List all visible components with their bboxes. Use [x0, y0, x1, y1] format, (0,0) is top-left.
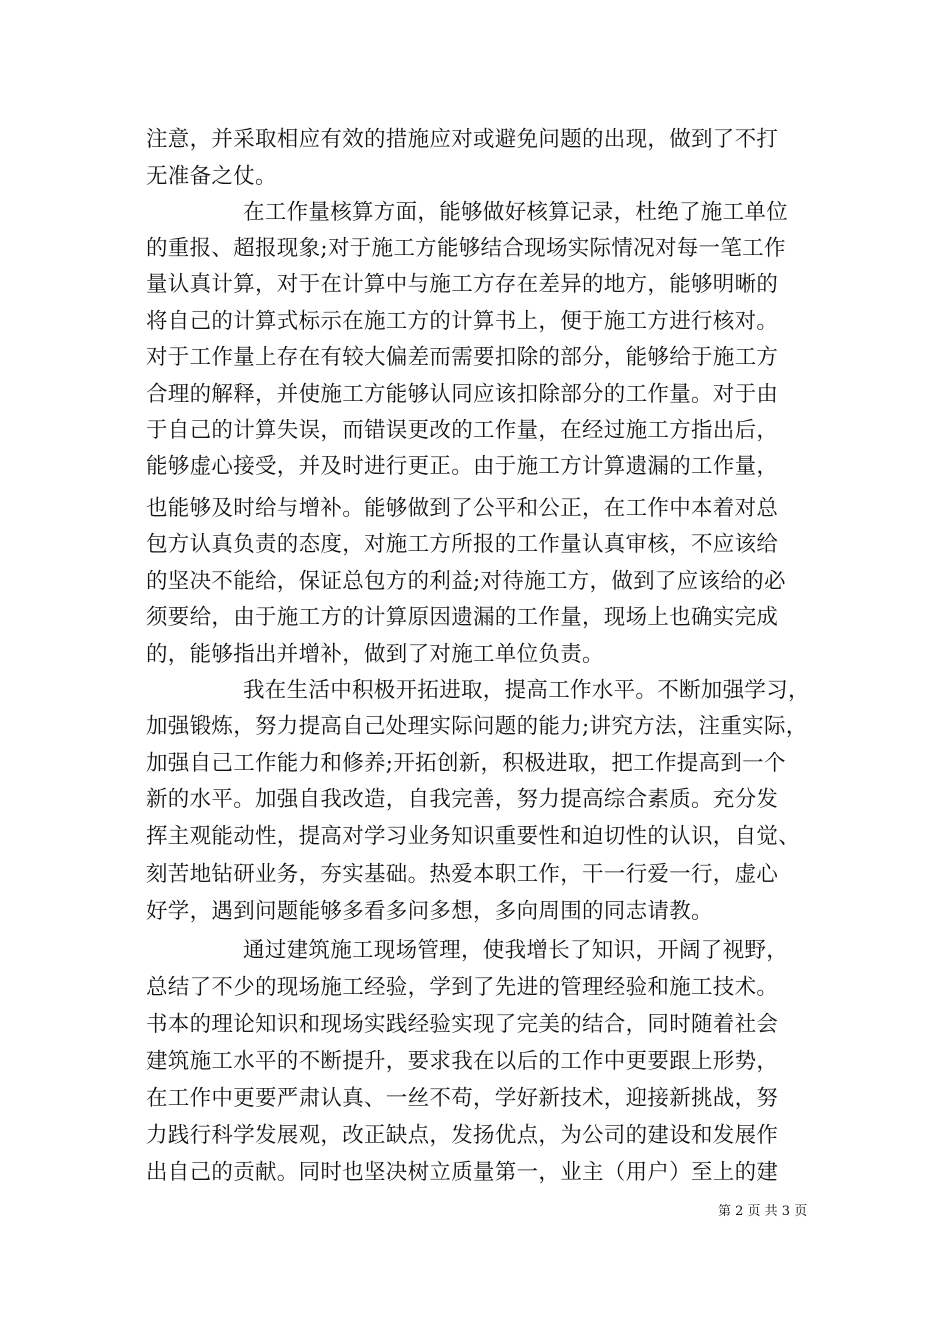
text-line: 建筑施工水平的不断提升，要求我在以后的工作中更要跟上形势，	[146, 1049, 779, 1074]
paragraph-start-line: 通过建筑施工现场管理，使我增长了知识，开阔了视野，	[243, 938, 789, 963]
text-line: 挥主观能动性，提高对学习业务知识重要性和迫切性的认识，自觉、	[146, 824, 801, 849]
text-line: 无准备之仗。	[146, 164, 277, 189]
paragraph-start-line: 我在生活中积极开拓进取，提高工作水平。不断加强学习，	[243, 678, 810, 703]
text-line: 也能够及时给与增补。能够做到了公平和公正，在工作中本着对总	[146, 496, 779, 521]
text-line: 刻苦地钻研业务，夯实基础。热爱本职工作，干一行爱一行，虚心	[146, 862, 779, 887]
text-line: 的重报、超报现象;对于施工方能够结合现场实际情况对每一笔工作	[146, 236, 786, 261]
text-line: 包方认真负责的态度，对施工方所报的工作量认真审核，不应该给	[146, 532, 779, 557]
page-number: 第 2 页 共 3 页	[718, 1204, 808, 1219]
text-line: 合理的解释，并使施工方能够认同应该扣除部分的工作量。对于由	[146, 382, 779, 407]
text-line: 力践行科学发展观，改正缺点，发扬优点，为公司的建设和发展作	[146, 1123, 779, 1148]
text-line: 能够虚心接受，并及时进行更正。由于施工方计算遗漏的工作量，	[146, 454, 779, 479]
text-line: 对于工作量上存在有较大偏差而需要扣除的部分，能够给于施工方	[146, 345, 779, 370]
text-line: 在工作中更要严肃认真、一丝不苟，学好新技术，迎接新挑战，努	[146, 1086, 779, 1111]
text-line: 总结了不少的现场施工经验，学到了先进的管理经验和施工技术。	[146, 975, 779, 1000]
text-line: 的坚决不能给，保证总包方的利益;对待施工方，做到了应该给的必	[146, 569, 786, 594]
text-line: 新的水平。加强自我改造，自我完善，努力提高综合素质。充分发	[146, 787, 779, 812]
text-line: 出自己的贡献。同时也坚决树立质量第一，业主（用户）至上的建	[146, 1160, 779, 1185]
text-line: 加强锻炼，努力提高自己处理实际问题的能力;讲究方法，注重实际，	[146, 714, 808, 739]
text-line: 于自己的计算失误，而错误更改的工作量，在经过施工方指出后，	[146, 418, 779, 443]
text-line: 的，能够指出并增补，做到了对施工单位负责。	[146, 642, 604, 667]
text-line: 将自己的计算式标示在施工方的计算书上，便于施工方进行核对。	[146, 309, 779, 334]
text-line: 量认真计算，对于在计算中与施工方存在差异的地方，能够明晰的	[146, 272, 779, 297]
text-line: 加强自己工作能力和修养;开拓创新，积极进取，把工作提高到一个	[146, 751, 786, 776]
text-line: 好学，遇到问题能够多看多问多想，多向周围的同志请教。	[146, 899, 713, 924]
text-line: 书本的理论知识和现场实践经验实现了完美的结合，同时随着社会	[146, 1012, 779, 1037]
text-line: 注意，并采取相应有效的措施应对或避免问题的出现，做到了不打	[146, 127, 779, 152]
paragraph-start-line: 在工作量核算方面，能够做好核算记录，杜绝了施工单位	[243, 200, 789, 225]
text-line: 须要给，由于施工方的计算原因遗漏的工作量，现场上也确实完成	[146, 605, 779, 630]
